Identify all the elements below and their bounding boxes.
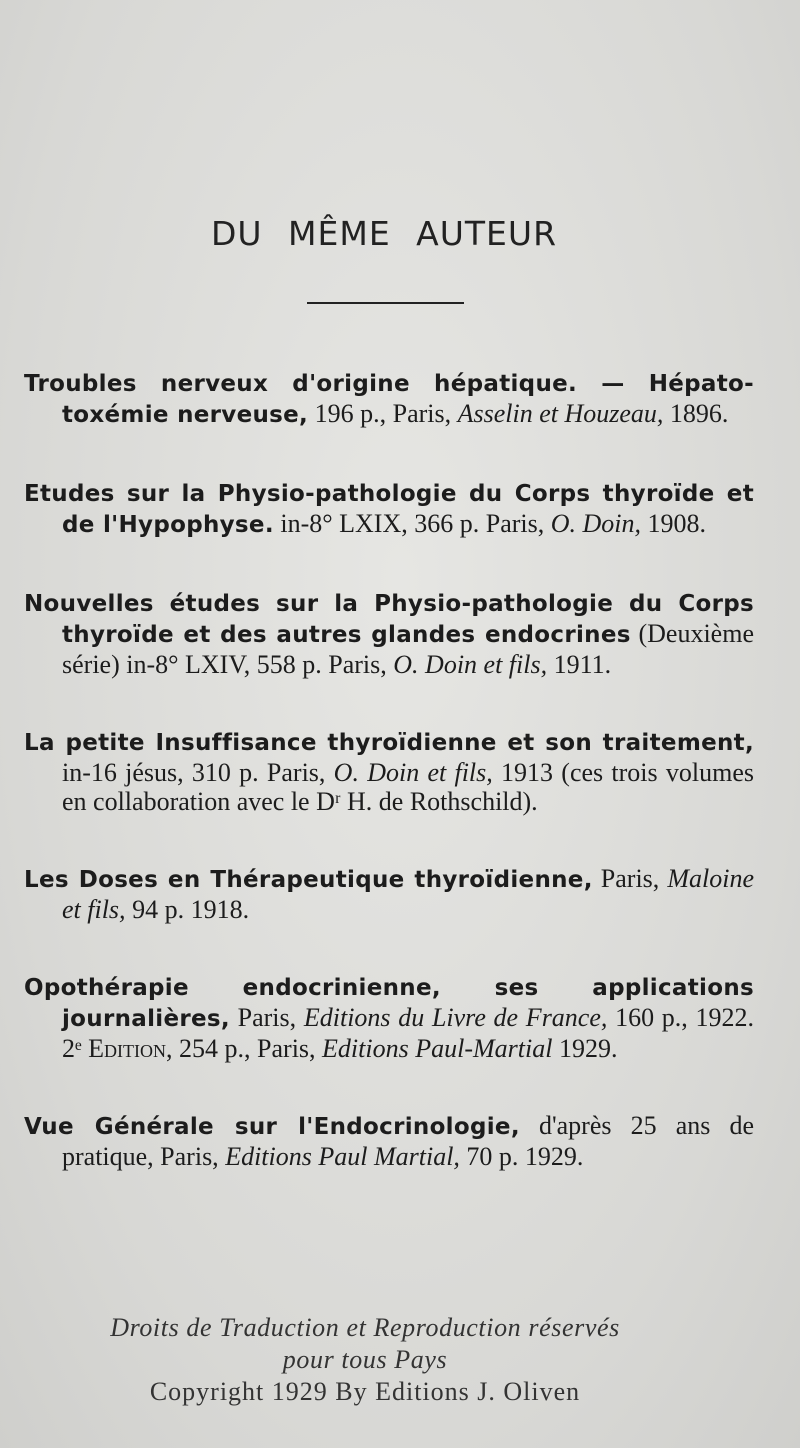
entry-text: 1913 (ces trois volumes en collaboration avec le Dʳ H. de Rothschild). <box>62 758 754 816</box>
entry-title: Opothérapie endocrinienne, ses applications journalières, <box>24 975 754 1032</box>
entry-text: Paris, <box>229 1003 304 1032</box>
entry-title: La petite Insuffisance thyroïdienne et son traitement, <box>24 730 754 756</box>
copyright-notice <box>0 1312 730 1408</box>
entry-publisher: Asselin et Houzeau, <box>457 399 664 428</box>
entry-text: 70 p. 1929. <box>459 1142 584 1171</box>
bibliography-entry <box>24 368 754 430</box>
entry-text: 94 p. 1918. <box>125 895 250 924</box>
entry-publisher: Editions Paul Martial, <box>225 1142 460 1171</box>
entry-text: in-8° LXIX, 366 p. Paris, <box>273 509 551 538</box>
entry-title: Troubles nerveux d'origine hépatique. — Hépato-toxémie nerveuse, <box>24 371 754 428</box>
entry-text: , 254 p., Paris, <box>166 1034 323 1063</box>
bibliography-entry <box>24 727 754 816</box>
entry-publisher: Editions Paul-Martial <box>322 1034 553 1063</box>
entry-publisher: Maloine et fils, <box>62 864 754 924</box>
entry-title: Les Doses en Thérapeutique thyroïdienne, <box>24 867 593 893</box>
rights-line: pour tous Pays <box>282 1345 448 1374</box>
entry-text: 1911. <box>547 650 612 679</box>
entry-text: (Deuxième série) in-8° LXIV, 558 p. Paris, <box>62 619 754 679</box>
entry-text: d'après 25 ans de pratique, Paris, <box>62 1111 754 1171</box>
bibliography-list <box>24 368 754 1219</box>
entry-publisher: O. Doin, <box>550 509 642 538</box>
copyright-line: Copyright 1929 By Editions J. Oliven <box>149 1377 581 1406</box>
entry-text: Paris, <box>592 864 668 893</box>
rights-line: Droits de Traduction et Reproduction réservés <box>110 1313 620 1342</box>
entry-title: Nouvelles études sur la Physio-pathologie du Corps thyroïde et des autres glandes endocrines <box>24 591 754 648</box>
bibliography-entry <box>24 588 754 679</box>
bibliography-entry <box>24 864 754 924</box>
page-heading: DU MÊME AUTEUR <box>210 214 557 253</box>
heading-rule <box>307 302 464 304</box>
entry-text: 1929. <box>552 1034 618 1063</box>
bibliography-entry <box>24 1111 754 1171</box>
entry-publisher: O. Doin et fils, <box>393 650 548 679</box>
entry-edition: Edition <box>88 1034 167 1063</box>
entry-text: in-16 jésus, 310 p. Paris, <box>62 758 334 787</box>
entry-text: 1908. <box>641 509 707 538</box>
entry-publisher: O. Doin et fils, <box>333 758 493 787</box>
entry-publisher: Editions du Livre de France, <box>303 1003 608 1032</box>
entry-text: 196 p., Paris, <box>308 399 458 428</box>
entry-text: 160 p., 1922. 2ᵉ <box>62 1003 755 1063</box>
bibliography-entry <box>24 972 754 1063</box>
entry-title: Etudes sur la Physio-pathologie du Corps thyroïde et de l'Hypophyse. <box>24 481 754 538</box>
bibliography-entry <box>24 478 754 540</box>
entry-text: 1896. <box>663 399 729 428</box>
entry-title: Vue Générale sur l'Endocrinologie, <box>24 1114 520 1140</box>
